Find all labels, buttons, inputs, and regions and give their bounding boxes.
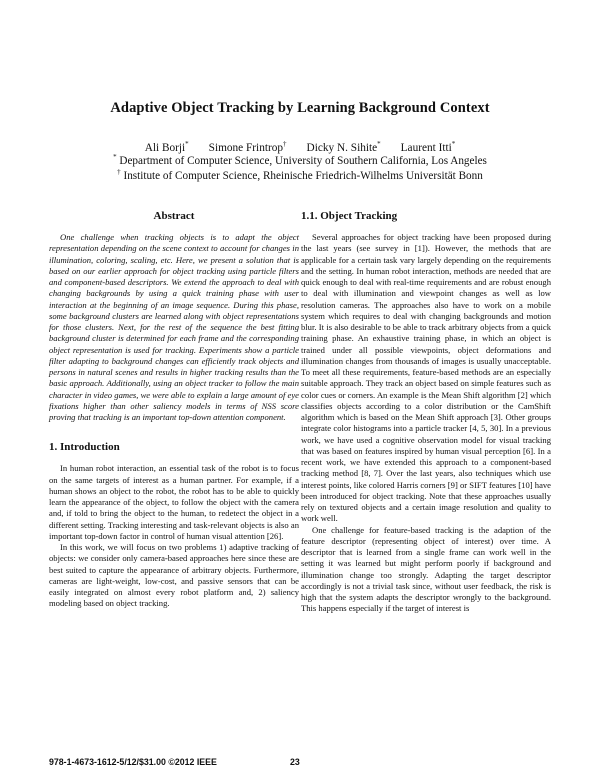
- abstract-text: One challenge when tracking objects is to adapt the object representation depending on the scene context to account for changes in illumination, coloring, scaling, etc. Here, we present a solution that is based on our earlier approach for object tracking using particle filters and component-based descriptors. We extend the approach to deal with changing backgrounds by using a quick training phase with user interaction at the beginning of an image sequence. During this phase, some background clusters are learned along with object representations for those clusters. Next, for the rest of the sequence the best fitting background cluster is determined for each frame and the corresponding object representation is used for tracking. Experiments show a particle filter adapting to background changes can efficiently track objects and persons in natural scenes and results in higher tracking results than the basic approach. Additionally, using an object tracker to follow the main character in video games, we were able to explain a large amount of eye fixations higher than other saliency models in terms of NSS score proving that tracking is an important top-down attention component.: [49, 232, 299, 422]
- affiliation-mark: †: [117, 168, 121, 176]
- intro-paragraph-1: In human robot interaction, an essential task of the robot is to focus on the same targets of interest as a human partner. For example, if a human shows an object to the robot, the robot has to be able to quickly learn the appearance of the object, to follow the object with the camera and, if told to bring the object to the human, to redetect the object in a different setting. Tracking interesting and task-relevant objects is also an important top-down factor in control of human visual attention [26].: [49, 463, 299, 541]
- author-name: Simone Frintrop: [208, 142, 284, 154]
- paper-title: Adaptive Object Tracking by Learning Background Context: [110, 100, 490, 116]
- author-name: Laurent Itti: [400, 142, 452, 154]
- affiliation-bonn: [0, 170, 600, 182]
- copyright-footer: 978-1-4673-1612-5/12/$31.00 ©2012 IEEE: [49, 757, 217, 767]
- page-number: 23: [290, 757, 300, 767]
- author-name: Dicky N. Sihite: [306, 142, 378, 154]
- abstract-heading: Abstract: [153, 210, 195, 222]
- object-tracking-heading: 1.1. Object Tracking: [301, 210, 398, 222]
- right-column: [301, 209, 551, 615]
- affiliation-text: Institute of Computer Science, Rheinische Friedrich-Wilhelms Universität Bonn: [123, 170, 483, 182]
- affiliation-mark: *: [113, 153, 117, 161]
- affiliation-usc: [0, 155, 600, 167]
- author-line: [0, 141, 600, 155]
- intro-paragraph-2: In this work, we will focus on two problems 1) adaptive tracking of objects: we consider only camera-based approaches here since these are best suited to capture the appearance of arbitrary objects. Furthermore, cameras are light-weight, low-cost, and passive sensors that can be easily integrated on almost every robot platform and, 2) saliency modeling based on object tracking.: [49, 542, 299, 609]
- affiliation-text: Department of Computer Science, University of Southern California, Los Angeles: [119, 155, 487, 167]
- author-mark: *: [377, 140, 381, 148]
- author-mark: †: [283, 140, 287, 148]
- introduction-heading: 1. Introduction: [49, 441, 120, 454]
- author-name: Ali Borji: [144, 142, 186, 154]
- author-mark: *: [185, 140, 189, 148]
- tracking-paragraph-2: One challenge for feature-based tracking is the adaption of the feature descriptor (representing object of interest) over time. A descriptor that is learned from a single frame can work well in the setting it was learned but might perform poorly if background and illumination change too strongly. Adapting the target descriptor accordingly is not a trivial task since, without user feedback, the risk is high that the system adapts the descriptor wrongly to the background. This happens especially if the target of interest is: [301, 524, 551, 614]
- author-mark: *: [451, 140, 456, 148]
- tracking-paragraph-1: Several approaches for object tracking have been proposed during the last years (see survey in [1]). However, the methods that are applicable for a certain task vary largely depending on the requirements and the setting. In human robot interaction, methods are needed that are quick enough to deal with real-time requirements and are robust enough to deal with illumination and viewpoint changes as well as low resolution cameras. The approaches also have to work on a mobile system which requires to deal with changing backgrounds and motion blur. It is also desirable to be able to track arbitrary objects from a quick training phase. An exhaustive training phase, in which an object is trained under all possible viewpoints, object deformations and illumination changes from thousands of images is usually unacceptable. To meet all these requirements, feature-based methods are an especially suitable approach. They track an object based on simple features such as color cues or corners. An example is the Mean Shift algorithm [2] which classifies objects according to a color distribution or the CamShift algorithm which is based on the Mean Shift approach [3]. Other groups integrate color histograms into a particle tracker [4, 5, 30]. In a previous work, we have used a cognitive observation model for visual tracking that was based on features inspired by human visual perception [6]. In a recent work, we have extended this approach to a component-based tracking method [8, 7]. Over the last years, also techniques which use interest points, like colored Harris corners [9] or SIFT features [10] have been introduced for object tracking. Note that these approaches usually rely on textured objects and a certain image resolution and quality to work well.: [301, 232, 551, 524]
- left-column: [49, 209, 299, 610]
